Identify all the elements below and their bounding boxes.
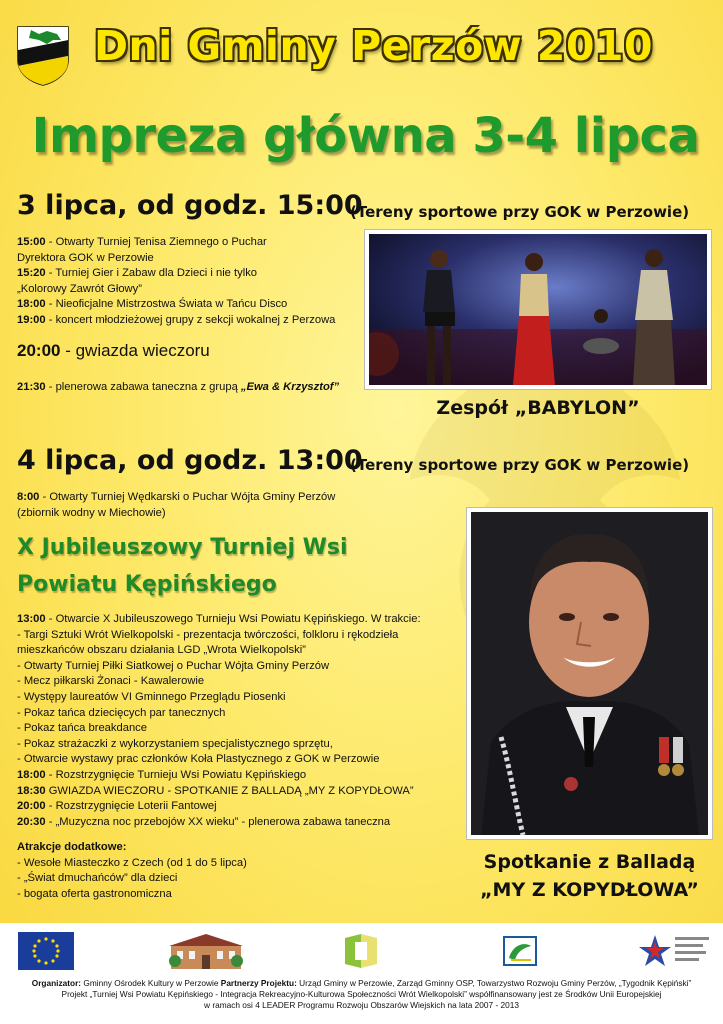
babylon-caption: Zespół „BABYLON” [436, 397, 640, 419]
leader-icon [503, 936, 537, 966]
extras-item: - Wesołe Miasteczko z Czech (od 1 do 5 lipca) [17, 856, 247, 869]
star-of-evening: 20:00 - gwiazda wieczoru [17, 341, 210, 360]
footer-credits: Organizator: Gminny Ośrodek Kultury w Perzowie Partnerzy Projektu: Urząd Gminy w Perzowie, Zarząd Gminny OSP, Towarzystwo Rozwoju Gminy Perzów, „Tygodnik Kępiński” Projekt „Turniej Wsi Powiatu Kępińskiego - Integracja Rekreacyjno-Kulturowa Społeczności Wrót Wielkopolski” współfinansowany jest ze Środków Unii Europejskiej w ramach osi 4 LEADER Programu Rozwoju Obszarów Wiejskich na lata 2007 - 2013 [31, 978, 692, 1011]
babylon-photo [364, 229, 712, 390]
leader-logo [500, 929, 540, 973]
day1-program [17, 235, 362, 329]
event-title: Dni Gminy Perzów 2010 [94, 22, 654, 70]
kopydlowa-caption: Spotkanie z Balladą „MY Z KOPYDŁOWA” [480, 851, 699, 901]
program-row: - Otwarcie wystawy prac członków Koła Plastycznego z GOK w Perzowie [17, 753, 380, 766]
tournament-heading: X Jubileuszowy Turniej Wsi Powiatu Kępińskiego [17, 535, 348, 597]
program-row: - Mecz piłkarski Żonaci - Kawalerowie [17, 675, 205, 688]
program-row: 15:00 - Otwarty Turniej Tenisa Ziemnego o Puchar [17, 236, 267, 248]
eu-flag-icon [18, 932, 74, 970]
kopydlowa-photo [466, 507, 713, 840]
wrota-wielkopolski-icon [341, 932, 381, 970]
day1-heading: 3 lipca, od godz. 15:00 [17, 190, 363, 221]
program-row: 19:00 - koncert młodzieżowej grupy z sekcji wokalnej z Perzowa [17, 313, 336, 326]
program-row: - Pokaz tańca breakdance [17, 722, 147, 735]
day1-venue: (Tereny sportowe przy GOK w Perzowie) [350, 203, 690, 221]
coat-of-arms-icon [17, 26, 69, 86]
program-row: 20:30 - „Muzyczna noc przebojów XX wieku” - plenerowa zabawa taneczna [17, 815, 391, 828]
program-row: 20:00 - Rozstrzygnięcie Loterii Fantowej [17, 800, 217, 813]
program-row: 15:20 - Turniej Gier i Zabaw dla Dzieci i nie tylko [17, 267, 258, 280]
extras-title: Atrakcje dodatkowe: [17, 841, 127, 853]
program-row: 18:00 - Nieoficjalne Mistrzostwa Świata w Tańcu Disco [17, 298, 288, 311]
extras-item: - „Świat dmuchańców” dla dzieci [17, 872, 178, 885]
band-on-stage-image [369, 234, 707, 385]
program-row: - Otwarty Turniej Piłki Siatkowej o Puchar Wójta Gminy Perzów [17, 659, 330, 672]
fishing-tournament: 8:00 - Otwarty Turniej Wędkarski o Puchar Wójta Gminy Perzów (zbiornik wodny w Miechowie) [17, 491, 336, 519]
day2-heading: 4 lipca, od godz. 13:00 [17, 445, 363, 476]
extra-attractions [17, 840, 247, 902]
evening-dance: 21:30 - plenerowa zabawa taneczna z grupą „Ewa & Krzysztof” [17, 381, 340, 393]
program-row: - Pokaz tańca dziecięcych par tanecznych [17, 706, 226, 719]
prow-icon [637, 931, 713, 971]
program-row: - Występy laureatów VI Gminnego Przeglądu Piosenki [17, 690, 286, 703]
program-row: 18:30 GWIAZDA WIECZORU - SPOTKANIE Z BALLADĄ „MY Z KOPYDŁOWA” [17, 784, 414, 797]
program-row: „Kolorowy Zawrót Głowy” [17, 282, 142, 295]
program-row: - Targi Sztuki Wrót Wielkopolski - prezentacja twórczości, folkloru i rękodzieła [17, 628, 399, 641]
lgd-logo [340, 929, 382, 973]
program-row: 18:00 - Rozstrzygnięcie Turnieju Wsi Powiatu Kępińskiego [17, 768, 307, 781]
extras-item: - bogata oferta gastronomiczna [17, 887, 172, 900]
day2-venue: (Tereny sportowe przy GOK w Perzowie) [350, 456, 690, 474]
eu-flag-logo [18, 929, 74, 973]
day2-program [17, 612, 457, 830]
building-logo [166, 929, 246, 973]
program-row: 13:00 - Otwarcie X Jubileuszowego Turnieju Wsi Powiatu Kępińskiego. W trakcie: [17, 613, 421, 625]
program-row: Dyrektora GOK w Perzowie [17, 251, 154, 264]
prow-logo [636, 929, 714, 973]
singer-portrait-image [471, 512, 708, 835]
program-row: mieszkańców obszaru działania LGD „Wrota Wielkopolski” [17, 644, 306, 657]
building-icon [167, 931, 245, 971]
main-event-dates: Impreza główna 3-4 lipca [31, 108, 700, 164]
program-row: - Pokaz strażaczki z wykorzystaniem specjalistycznego sprzętu, [17, 737, 333, 750]
